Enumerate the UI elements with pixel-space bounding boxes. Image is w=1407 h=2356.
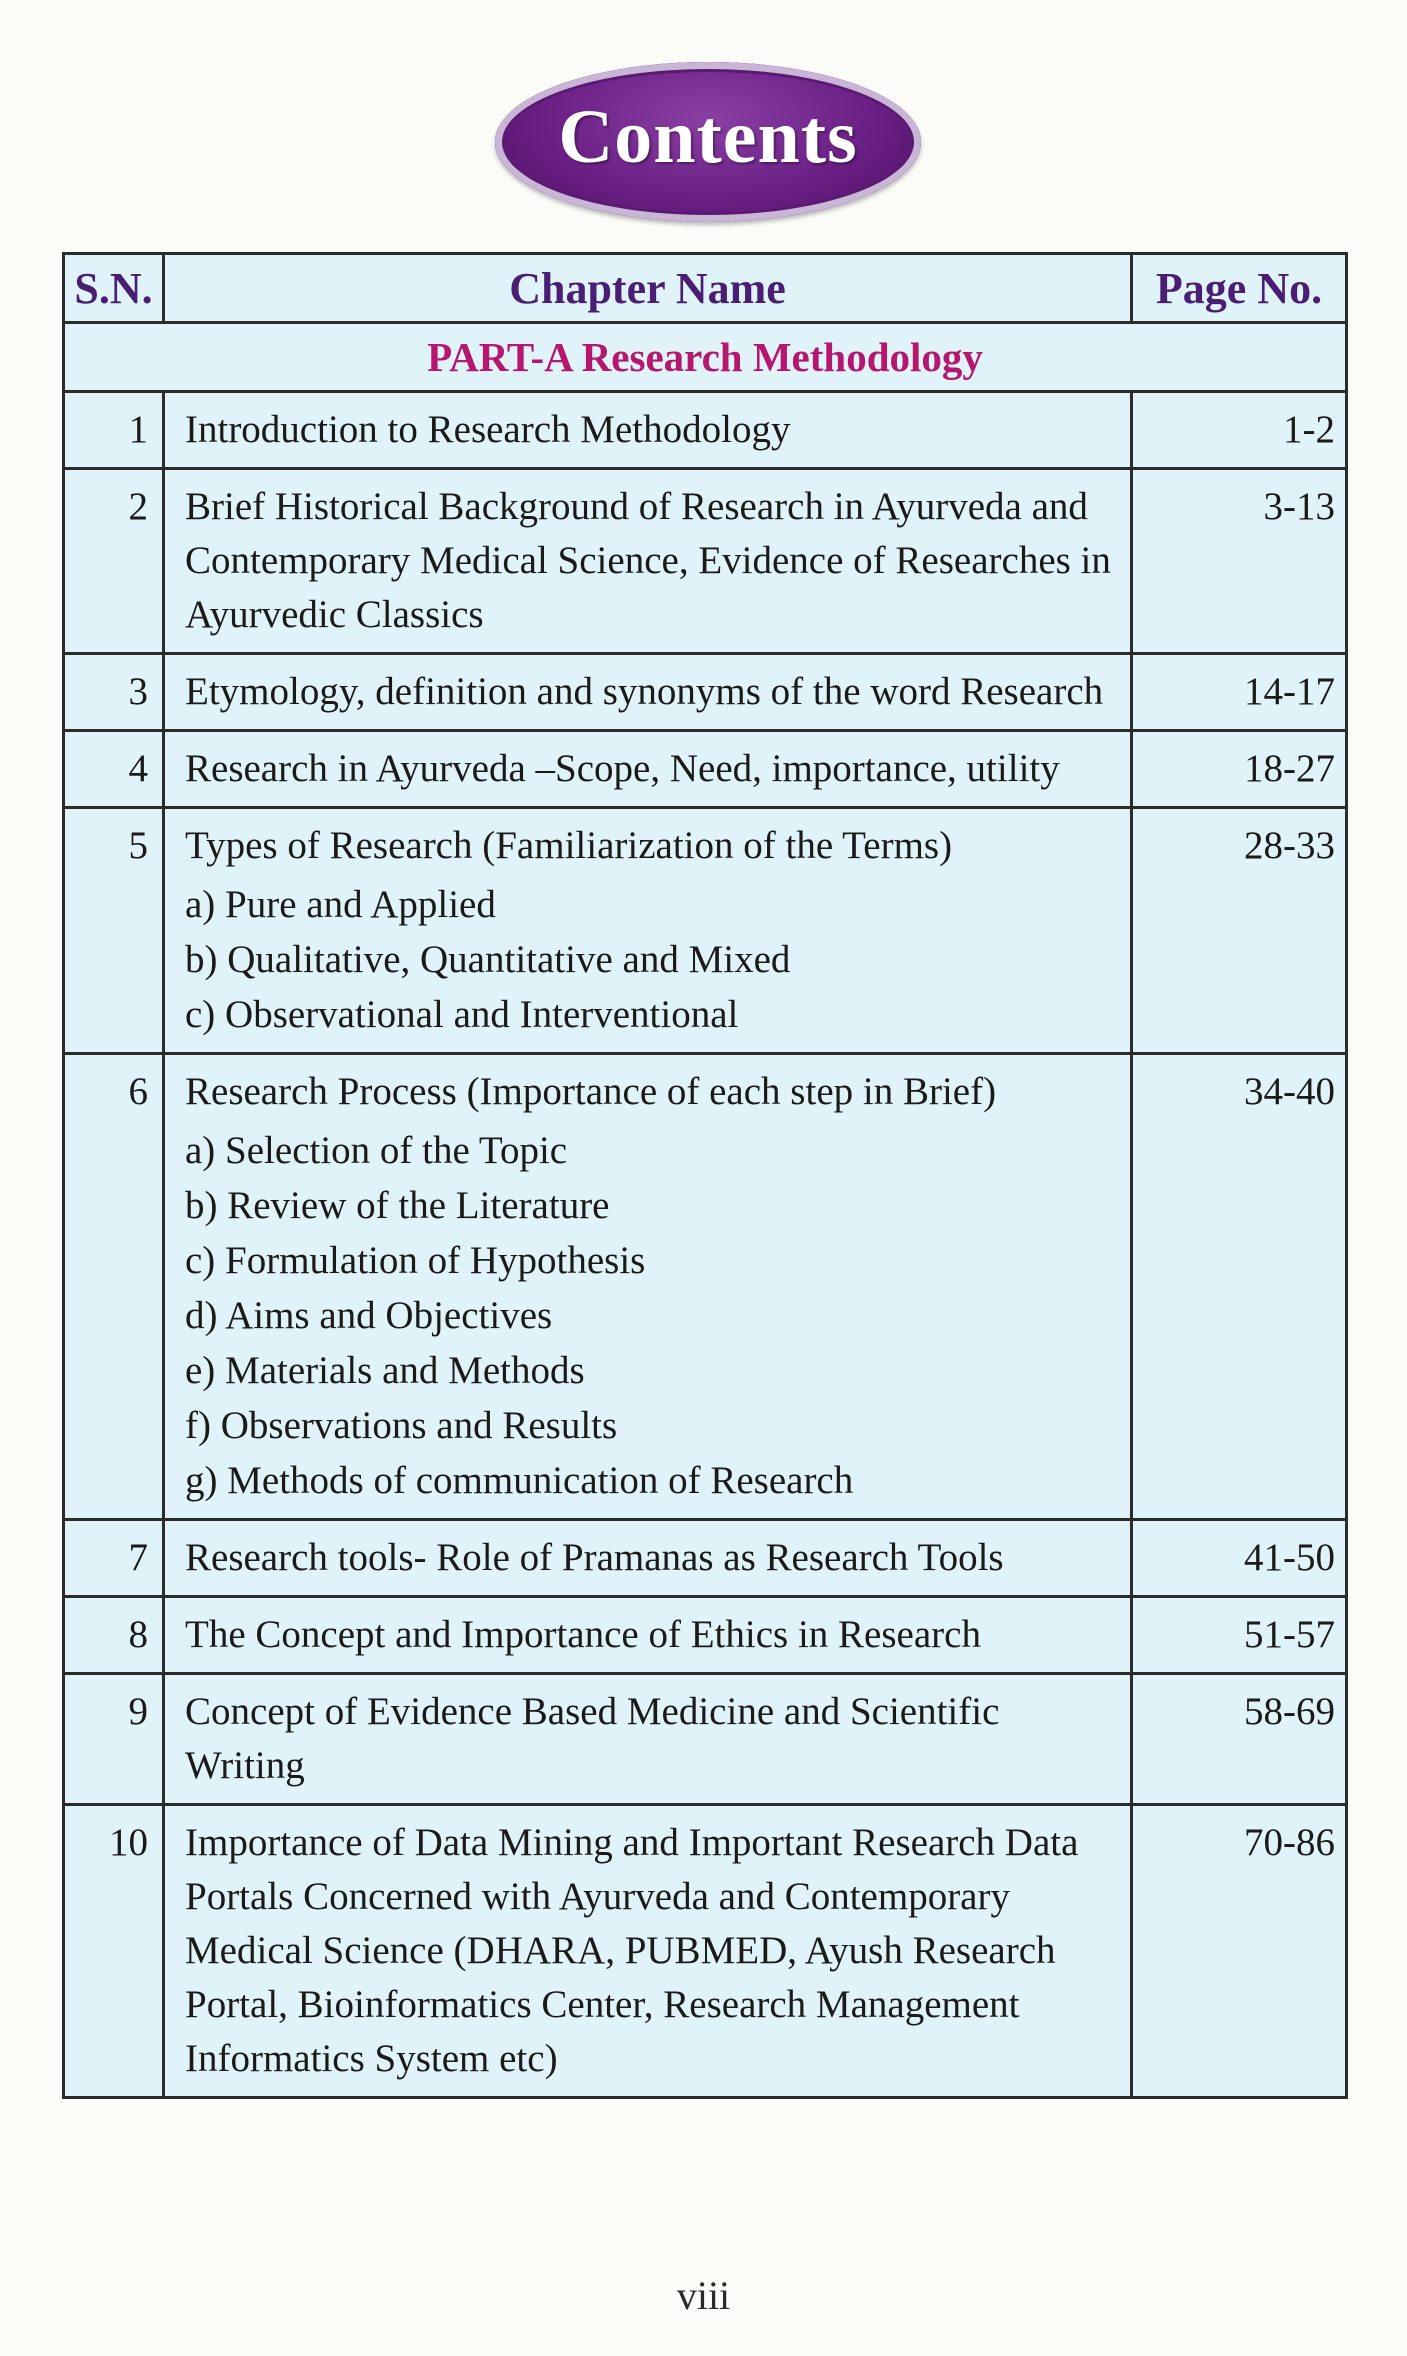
chapter-number: 10 xyxy=(64,1805,164,2098)
chapter-number: 6 xyxy=(64,1054,164,1520)
contents-table xyxy=(62,252,1348,2099)
chapter-name-cell xyxy=(164,654,1132,731)
chapter-title: Research tools- Role of Pramanas as Research Tools xyxy=(185,1536,1004,1579)
table-row xyxy=(64,1674,1347,1805)
chapter-name-cell xyxy=(164,1054,1132,1520)
page-range: 41-50 xyxy=(1132,1520,1347,1597)
header-sn: S.N. xyxy=(64,254,164,323)
chapter-number: 3 xyxy=(64,654,164,731)
page-range: 28-33 xyxy=(1132,808,1347,1054)
subtopic-item: f) Observations and Results xyxy=(185,1404,618,1447)
subtopic-item: b) Review of the Literature xyxy=(185,1184,610,1227)
chapter-name-cell xyxy=(164,1805,1132,2098)
subtopic-list xyxy=(185,877,1118,1042)
table-row xyxy=(64,808,1347,1054)
subtopic-item: c) Observational and Interventional xyxy=(185,993,739,1036)
table-row xyxy=(64,1520,1347,1597)
subtopic-item: a) Pure and Applied xyxy=(185,883,496,926)
page-range: 58-69 xyxy=(1132,1674,1347,1805)
chapter-number: 5 xyxy=(64,808,164,1054)
page-range: 70-86 xyxy=(1132,1805,1347,2098)
subtopic-item: e) Materials and Methods xyxy=(185,1349,585,1392)
chapter-title: Types of Research (Familiarization of the Terms) xyxy=(185,824,953,867)
part-a-heading: PART-A Research Methodology xyxy=(64,323,1347,392)
page-range: 18-27 xyxy=(1132,731,1347,808)
chapter-number: 1 xyxy=(64,392,164,469)
subtopic-item: b) Qualitative, Quantitative and Mixed xyxy=(185,938,791,981)
chapter-number: 4 xyxy=(64,731,164,808)
table-row xyxy=(64,392,1347,469)
page-range: 1-2 xyxy=(1132,392,1347,469)
chapter-title: Importance of Data Mining and Important Research Data Portals Concerned with Ayurveda and Contemporary Medical Science (DHARA, PUBMED, Ayush Research Portal, Bioinformatics Center, Research Management Informatics System etc) xyxy=(185,1821,1079,2080)
header-chapter-name: Chapter Name xyxy=(164,254,1132,323)
chapter-title: Brief Historical Background of Research in Ayurveda and Contemporary Medical Science, Evidence of Researches in Ayurvedic Classics xyxy=(185,485,1111,636)
contents-title-badge xyxy=(495,62,921,222)
chapter-title: Introduction to Research Methodology xyxy=(185,408,791,451)
chapter-name-cell xyxy=(164,1597,1132,1674)
table-row xyxy=(64,1054,1347,1520)
table-row xyxy=(64,731,1347,808)
chapter-name-cell xyxy=(164,1674,1132,1805)
subtopic-item: a) Selection of the Topic xyxy=(185,1129,568,1172)
chapter-title: Concept of Evidence Based Medicine and Scientific Writing xyxy=(185,1690,1000,1787)
chapter-name-cell xyxy=(164,392,1132,469)
chapter-name-cell xyxy=(164,469,1132,654)
subtopic-item: c) Formulation of Hypothesis xyxy=(185,1239,646,1282)
part-heading-row xyxy=(64,323,1347,392)
chapter-number: 7 xyxy=(64,1520,164,1597)
page-range: 3-13 xyxy=(1132,469,1347,654)
table-row xyxy=(64,469,1347,654)
page-range: 14-17 xyxy=(1132,654,1347,731)
subtopic-item: d) Aims and Objectives xyxy=(185,1294,553,1337)
chapter-name-cell xyxy=(164,808,1132,1054)
header-page-no: Page No. xyxy=(1132,254,1347,323)
page-range: 51-57 xyxy=(1132,1597,1347,1674)
chapter-number: 9 xyxy=(64,1674,164,1805)
page-title: Contents xyxy=(558,94,858,179)
chapter-title: Research in Ayurveda –Scope, Need, importance, utility xyxy=(185,747,1060,790)
chapter-name-cell xyxy=(164,1520,1132,1597)
page-folio: viii xyxy=(676,2273,731,2318)
chapter-name-cell xyxy=(164,731,1132,808)
table-row xyxy=(64,1805,1347,2098)
table-header-row xyxy=(64,254,1347,323)
table-row xyxy=(64,1597,1347,1674)
chapter-title: Etymology, definition and synonyms of the word Research xyxy=(185,670,1104,713)
subtopic-item: g) Methods of communication of Research xyxy=(185,1459,854,1502)
table-row xyxy=(64,654,1347,731)
subtopic-list xyxy=(185,1123,1118,1508)
chapter-title: The Concept and Importance of Ethics in Research xyxy=(185,1613,981,1656)
chapter-title: Research Process (Importance of each step in Brief) xyxy=(185,1070,997,1113)
chapter-number: 8 xyxy=(64,1597,164,1674)
page-range: 34-40 xyxy=(1132,1054,1347,1520)
chapter-number: 2 xyxy=(64,469,164,654)
